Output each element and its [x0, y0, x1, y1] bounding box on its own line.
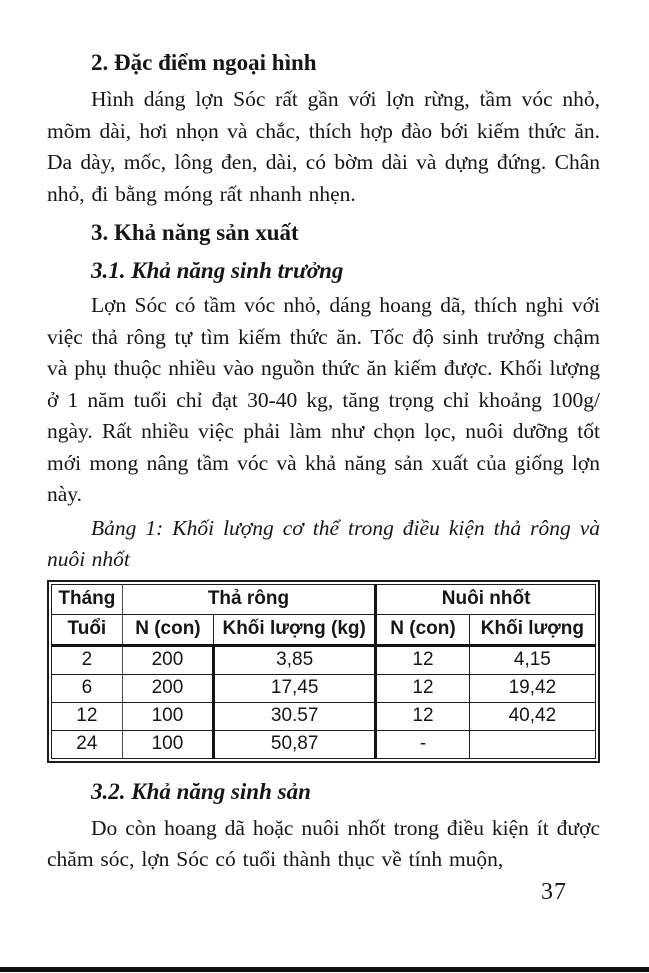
- paragraph-growth: Lợn Sóc có tầm vóc nhỏ, dáng hoang dã, thích nghi với việc thả rông tự tìm kiếm thức ăn. Tốc độ sinh trưởng chậm và phụ thuộc nhiều vào nguồn thức ăn kiếm được. Khối lượng ở 1 năm tuổi chỉ đạt 30-40 kg, tăng trọng chỉ khoảng 100g/ ngày. Rất nhiều việc phải làm như chọn lọc, nuôi dưỡng tốt mới mong nâng tầm vóc và khả năng sản xuất của giống lợn này.: [47, 293, 600, 506]
- cell-age: 2: [52, 645, 123, 674]
- cell-weight-free: 50,87: [214, 730, 376, 758]
- cell-weight-free: 30.57: [214, 702, 376, 730]
- cell-n-free: 200: [122, 674, 213, 702]
- header-age: Tuổi: [52, 614, 123, 645]
- cell-weight-free: 3,85: [214, 645, 376, 674]
- cell-n-confined: 12: [376, 702, 470, 730]
- table-header-group-row: [52, 584, 596, 614]
- table-row: [52, 702, 596, 730]
- table-row: [52, 674, 596, 702]
- cell-n-confined: 12: [376, 674, 470, 702]
- page-number: 37: [541, 879, 567, 905]
- weight-table: [47, 580, 600, 763]
- cell-n-confined: -: [376, 730, 470, 758]
- section-heading-production: 3. Khả năng sản xuất: [91, 220, 299, 245]
- header-n-free: N (con): [122, 614, 213, 645]
- section-heading-appearance: 2. Đặc điểm ngoại hình: [91, 50, 317, 75]
- subsection-heading-growth: 3.1. Khả năng sinh trưởng: [91, 258, 344, 283]
- scan-edge-bar: [0, 967, 649, 972]
- cell-n-confined: 12: [376, 645, 470, 674]
- cell-weight-confined: 19,42: [469, 674, 595, 702]
- cell-age: 6: [52, 674, 123, 702]
- header-n-confined: N (con): [376, 614, 470, 645]
- table-header-sub-row: [52, 614, 596, 645]
- cell-weight-free: 17,45: [214, 674, 376, 702]
- header-weight-confined: Khối lượng: [469, 614, 595, 645]
- table-row: [52, 645, 596, 674]
- cell-age: 12: [52, 702, 123, 730]
- cell-n-free: 100: [122, 730, 213, 758]
- header-free-range-group: Thả rông: [122, 584, 376, 614]
- header-weight-free: Khối lượng (kg): [214, 614, 376, 645]
- cell-weight-confined: [469, 730, 595, 758]
- table-caption: Bảng 1: Khối lượng cơ thể trong điều kiện thả rông và nuôi nhốt: [47, 515, 600, 571]
- table-row: [52, 730, 596, 758]
- weight-table-grid: [51, 584, 596, 759]
- cell-n-free: 100: [122, 702, 213, 730]
- header-month: Tháng: [52, 584, 123, 614]
- cell-weight-confined: 40,42: [469, 702, 595, 730]
- subsection-heading-reproduction: 3.2. Khả năng sinh sản: [91, 778, 311, 804]
- header-confined-group: Nuôi nhốt: [376, 584, 596, 614]
- paragraph-appearance: Hình dáng lợn Sóc rất gần với lợn rừng, tầm vóc nhỏ, mõm dài, hơi nhọn và chắc, thích hợp đào bới kiếm thức ăn. Da dày, mốc, lông đen, dài, có bờm dài và dựng đứng. Chân nhỏ, đi bằng móng rất nhanh nhẹn.: [47, 87, 600, 206]
- text-block: [47, 48, 600, 876]
- cell-weight-confined: 4,15: [469, 645, 595, 674]
- paragraph-reproduction: Do còn hoang dã hoặc nuôi nhốt trong điều kiện ít được chăm sóc, lợn Sóc có tuổi thành thục về tính muộn,: [47, 815, 600, 871]
- cell-n-free: 200: [122, 645, 213, 674]
- cell-age: 24: [52, 730, 123, 758]
